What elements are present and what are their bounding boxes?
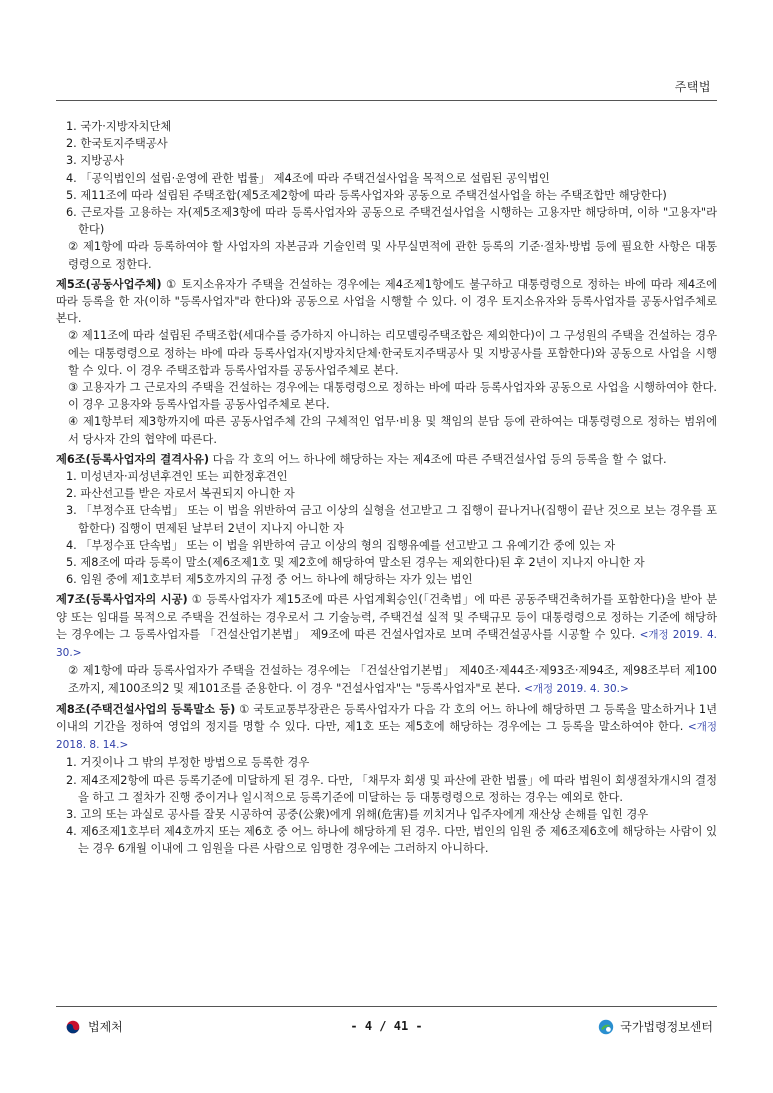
article-text: ① 토지소유자가 주택을 건설하는 경우에는 제4조제1항에도 불구하고 대통령령으로 정하는 바에 따라 제4조에 따라 등록을 한 자(이하 "등록사업자"라 한다)와 공동으로 사업을 시행할 수 있다. 이 경우 토지소유자와 등록사업자를 공동사업주체로 본다. — [56, 277, 718, 326]
article-7 — [56, 591, 717, 662]
law-center-logo-icon — [598, 1019, 614, 1035]
footer-org-left: 법제처 — [88, 1020, 123, 1034]
article-5 — [56, 276, 717, 328]
article-title: 제7조(등록사업자의 시공) — [56, 593, 188, 607]
footer-right — [598, 1018, 713, 1035]
footer-org-right: 국가법령정보센터 — [620, 1020, 713, 1034]
paragraph-text: ② 제1항에 따라 등록사업자가 주택을 건설하는 경우에는 「건설산업기본법」 제40조·제44조·제93조·제94조, 제98조부터 제100조까지, 제100조의2 및 제101조를 준용한다. 이 경우 "건설사업자"는 "등록사업자"로 본다. — [68, 664, 717, 695]
article-text: ① 국토교통부장관은 등록사업자가 다음 각 호의 어느 하나에 해당하면 그 등록을 말소하거나 1년 이내의 기간을 정하여 영업의 정지를 명할 수 있다. 다만, 제1호 또는 제5호에 해당하는 경우에는 그 등록을 말소하여야 한다. — [56, 702, 717, 733]
page-number: - 4 / 41 - — [350, 1019, 423, 1033]
header-divider — [56, 100, 717, 101]
document-body — [56, 118, 717, 858]
list-item: 4. 「부정수표 단속법」 또는 이 법을 위반하여 금고 이상의 형의 집행유예를 선고받고 그 유예기간 중에 있는 자 — [66, 538, 616, 552]
paragraph: ③ 고용자가 그 근로자의 주택을 건설하는 경우에는 대통령령으로 정하는 바에 따라 등록사업자와 공동으로 사업을 시행하여야 한다. 이 경우 고용자와 등록사업자를 공동사업주체로 본다. — [68, 381, 717, 412]
amendment-note: <개정 2019. 4. 30.> — [524, 682, 629, 695]
article-6 — [56, 451, 717, 468]
list-item: 4. 「공익법인의 설립·운영에 관한 법률」 제4조에 따라 주택건설사업을 목적으로 설립된 공익법인 — [66, 171, 550, 185]
paragraph: ④ 제1항부터 제3항까지에 따른 공동사업주체 간의 구체적인 업무·비용 및 책임의 분담 등에 관하여는 대통령령으로 정하는 범위에서 당사자 간의 협약에 따른다. — [68, 415, 717, 446]
amendment-note: <개정 2019. 4. 30.> — [56, 628, 718, 660]
article-title: 제6조(등록사업자의 결격사유) — [56, 452, 210, 466]
article-text: ① 등록사업자가 제15조에 따른 사업계획승인(「건축법」에 따른 공동주택건축허가를 포함한다)을 받아 분양 또는 임대를 목적으로 주택을 건설하는 경우로서 그 기술능력, 주택건설 실적 및 주택규모 등이 대통령령으로 정하는 기준에 해당하는 경우에는 그 등록사업자를 「건설산업기본법」 제9조에 따른 건설사업자로 보며 주택건설공사를 시공할 수 있다. — [56, 593, 718, 641]
article-text: 다음 각 호의 어느 하나에 해당하는 자는 제4조에 따른 주택건설사업 등의 등록을 할 수 없다. — [212, 452, 667, 466]
amendment-note: <개정 2018. 8. 14.> — [56, 720, 717, 752]
list-item: 2. 파산선고를 받은 자로서 복권되지 아니한 자 — [66, 487, 295, 501]
article-title: 제5조(공동사업주체) — [56, 277, 162, 291]
list-item: 3. 고의 또는 과실로 공사를 잘못 시공하여 공중(公衆)에게 위해(危害)를 끼치거나 입주자에게 재산상 손해를 입힌 경우 — [66, 807, 649, 821]
paragraph: ② 제1항에 따라 등록하여야 할 사업자의 자본금과 기술인력 및 사무실면적에 관한 등록의 기준·절차·방법 등에 필요한 사항은 대통령령으로 정한다. — [68, 240, 717, 271]
list-item: 5. 제11조에 따라 설립된 주택조합(제5조제2항에 따라 등록사업자와 공동으로 주택건설사업을 하는 주택조합만 해당한다) — [66, 188, 667, 202]
paragraph — [56, 662, 717, 697]
footer-divider — [56, 1006, 717, 1007]
list-item: 5. 제8조에 따라 등록이 말소(제6조제1호 및 제2호에 해당하여 말소된 경우는 제외한다)된 후 2년이 지나지 아니한 자 — [66, 556, 645, 570]
list-item: 6. 임원 중에 제1호부터 제5호까지의 규정 중 어느 하나에 해당하는 자가 있는 법인 — [66, 573, 473, 587]
paragraph: ② 제11조에 따라 설립된 주택조합(세대수를 증가하지 아니하는 리모델링주택조합은 제외한다)이 그 구성원의 주택을 건설하는 경우에는 대통령령으로 정하는 바에 따라 등록사업자(지방자치단체·한국토지주택공사 및 지방공사를 포함한다)와 공동으로 사업을 시행할 수 있다. 이 경우 주택조합과 등록사업자를 공동사업주체로 본다. — [68, 329, 717, 377]
page-footer — [56, 1015, 717, 1039]
list-item: 1. 거짓이나 그 밖의 부정한 방법으로 등록한 경우 — [66, 756, 310, 770]
article-8 — [56, 701, 717, 755]
list-item: 2. 제4조제2항에 따른 등록기준에 미달하게 된 경우. 다만, 「채무자 회생 및 파산에 관한 법률」에 따라 법원이 회생절차개시의 결정을 하고 그 절차가 진행 중이거나 일시적으로 등록기준에 미달하는 등 대통령령으로 정하는 경우는 예외로 한다. — [66, 773, 717, 804]
document-title: 주택법 — [674, 80, 711, 94]
list-item: 3. 「부정수표 단속법」 또는 이 법을 위반하여 금고 이상의 실형을 선고받고 그 집행이 끝나거나(집행이 끝난 것으로 보는 경우를 포함한다) 집행이 면제된 날부터 2년이 지나지 아니한 자 — [66, 504, 717, 535]
list-item: 4. 제6조제1호부터 제4호까지 또는 제6호 중 어느 하나에 해당하게 된 경우. 다만, 법인의 임원 중 제6조제6호에 해당하는 사람이 있는 경우 6개월 이내에 그 임원을 다른 사람으로 임명한 경우에는 그러하지 아니하다. — [66, 825, 717, 856]
list-item: 1. 미성년자·피성년후견인 또는 피한정후견인 — [66, 470, 288, 484]
list-item: 3. 지방공사 — [66, 154, 125, 168]
article-title: 제8조(주택건설사업의 등록말소 등) — [56, 702, 236, 716]
list-item: 1. 국가·지방자치단체 — [66, 120, 172, 133]
list-item: 6. 근로자를 고용하는 자(제5조제3항에 따라 등록사업자와 공동으로 주택건설사업을 시행하는 고용자만 해당하며, 이하 "고용자"라 한다) — [66, 206, 717, 237]
list-item: 2. 한국토지주택공사 — [66, 137, 168, 151]
